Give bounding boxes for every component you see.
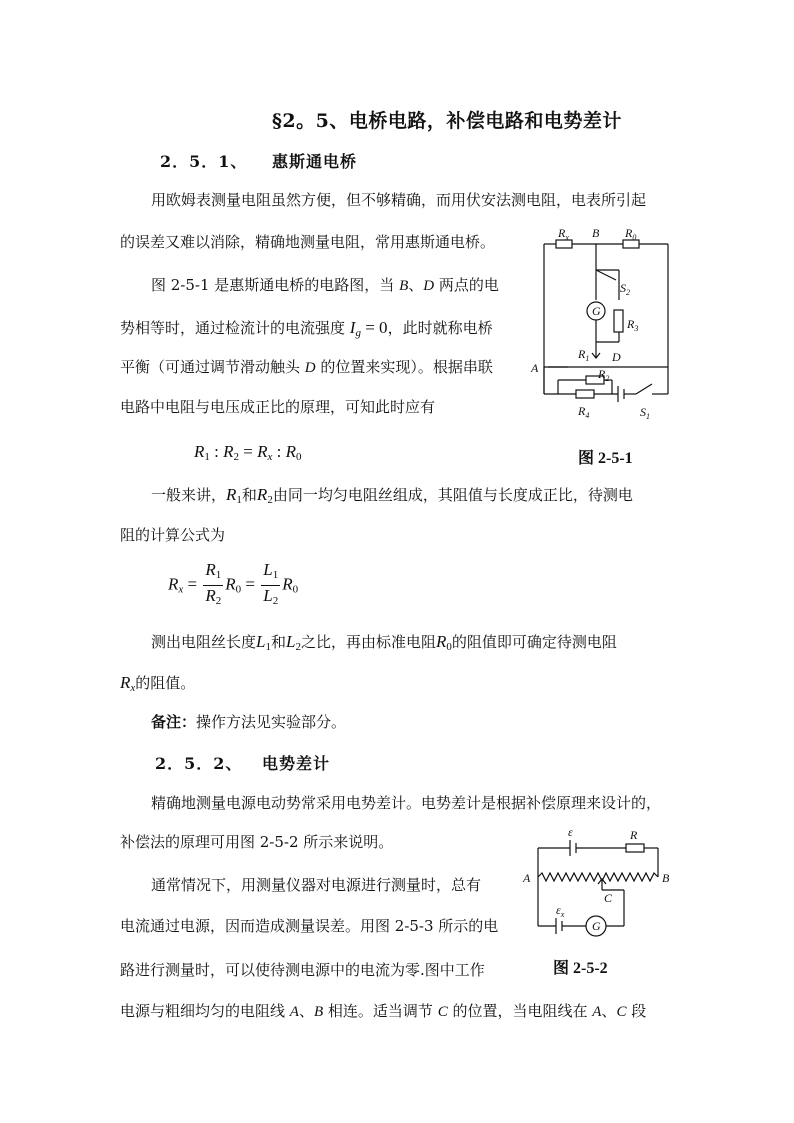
section-title-251: 惠斯通电桥 <box>272 152 358 171</box>
label-rx: $R_x$ <box>558 226 569 242</box>
wheatstone-bridge-diagram <box>528 222 688 427</box>
paragraph-3-line-1: 一般来讲，$R_1$和$R_2$由同一均匀电阻丝组成，其阻值与长度成正比，待测电 <box>151 485 633 506</box>
label-s2: $S_2$ <box>620 281 630 297</box>
paragraph-5-line-2: 补偿法的原理可用图 2-5-2 所示来说明。 <box>120 833 394 851</box>
note: 备注：操作方法见实验部分。 <box>151 713 347 731</box>
figure-2-5-2-caption: 图 2-5-2 <box>553 960 608 977</box>
paragraph-2-line-2: 势相等时，通过检流计的电流强度 $I_g = 0$，此时就称电桥 <box>120 318 493 339</box>
slide-wire <box>538 873 658 881</box>
label-b: B <box>662 871 670 885</box>
resistor-r3 <box>614 310 623 332</box>
paragraph-2-line-4: 电路中电阻与电压成正比的原理，可知此时应有 <box>120 398 436 416</box>
label-r4: $R_4$ <box>578 404 590 420</box>
label-g: G <box>592 304 601 318</box>
paragraph-5-line-1: 精确地测量电源电动势常采用电势差计。电势差计是根据补偿原理来设计的， <box>151 794 662 812</box>
resistor-rx <box>556 240 572 248</box>
paragraph-6-line-2: 电流通过电源，因而造成测量误差。用图 2-5-3 所示的电 <box>120 917 499 935</box>
section-number-252: 2．5．2、 <box>155 754 243 773</box>
figure-2-5-1-caption: 图 2-5-1 <box>578 450 633 467</box>
label-a: A <box>523 871 531 885</box>
resistance-formula: $R_x$ = $\frac{R_1}{R_2}$ $R_0$ = $\frac{L_1}{L_2}$ $R_0$ <box>168 560 299 607</box>
paragraph-1-line-2: 的误差又难以消除，精确地测量电阻，常用惠斯通电桥。 <box>120 233 496 251</box>
label-r0: $R_0$ <box>625 226 637 242</box>
page-title: §2。5、电桥电路，补偿电路和电势差计 <box>272 110 622 132</box>
label-emf-x: $\varepsilon_x$ <box>556 903 565 919</box>
paragraph-4-line-1: 测出电阻丝长度$L_1$和$L_2$之比，再由标准电阻$R_0$的阻值即可确定待测电阻 <box>151 632 617 653</box>
paragraph-4-line-2: $R_x$的阻值。 <box>120 673 196 694</box>
paragraph-2-line-1: 图 2-5-1 是惠斯通电桥的电路图，当 B、D 两点的电 <box>151 276 499 294</box>
label-emf: ε <box>568 825 573 839</box>
label-r3: $R_3$ <box>627 317 639 333</box>
section-number-251: 2．5．1、 <box>160 152 248 171</box>
resistor-r <box>626 844 644 852</box>
label-a: A <box>531 361 539 375</box>
paragraph-2-line-3: 平衡（可通过调节滑动触头 D 的位置来实现）。根据串联 <box>120 358 493 376</box>
label-g: G <box>592 919 601 933</box>
section-title-252: 电势差计 <box>262 754 331 773</box>
label-s1: $S_1$ <box>640 405 650 421</box>
resistor-r4 <box>576 390 594 398</box>
paragraph-6-line-4: 电源与粗细均匀的电阻线 A、B 相连。适当调节 C 的位置，当电阻线在 A、C 段 <box>120 1002 647 1020</box>
potentiometer-diagram <box>518 822 688 942</box>
current-formula: $I_g = 0$ <box>349 318 388 339</box>
paragraph-6-line-3: 路进行测量时，可以使待测电源中的电流为零.图中工作 <box>120 961 485 979</box>
label-r2: $R_2$ <box>598 367 610 383</box>
resistor-r0 <box>623 240 639 248</box>
label-d: D <box>612 350 621 364</box>
label-r: R <box>630 828 638 842</box>
paragraph-1-line-1: 用欧姆表测量电阻虽然方便，但不够精确，而用伏安法测电阻，电表所引起 <box>151 191 647 209</box>
balance-formula: $R_1$ : $R_2 = R_x$ : $R_0$ <box>194 442 302 463</box>
label-r1: $R_1$ <box>578 347 590 363</box>
label-b: B <box>592 226 600 240</box>
label-c: C <box>604 891 613 905</box>
paragraph-6-line-1: 通常情况下，用测量仪器对电源进行测量时，总有 <box>151 876 482 894</box>
paragraph-3-line-2: 阻的计算公式为 <box>120 526 226 544</box>
